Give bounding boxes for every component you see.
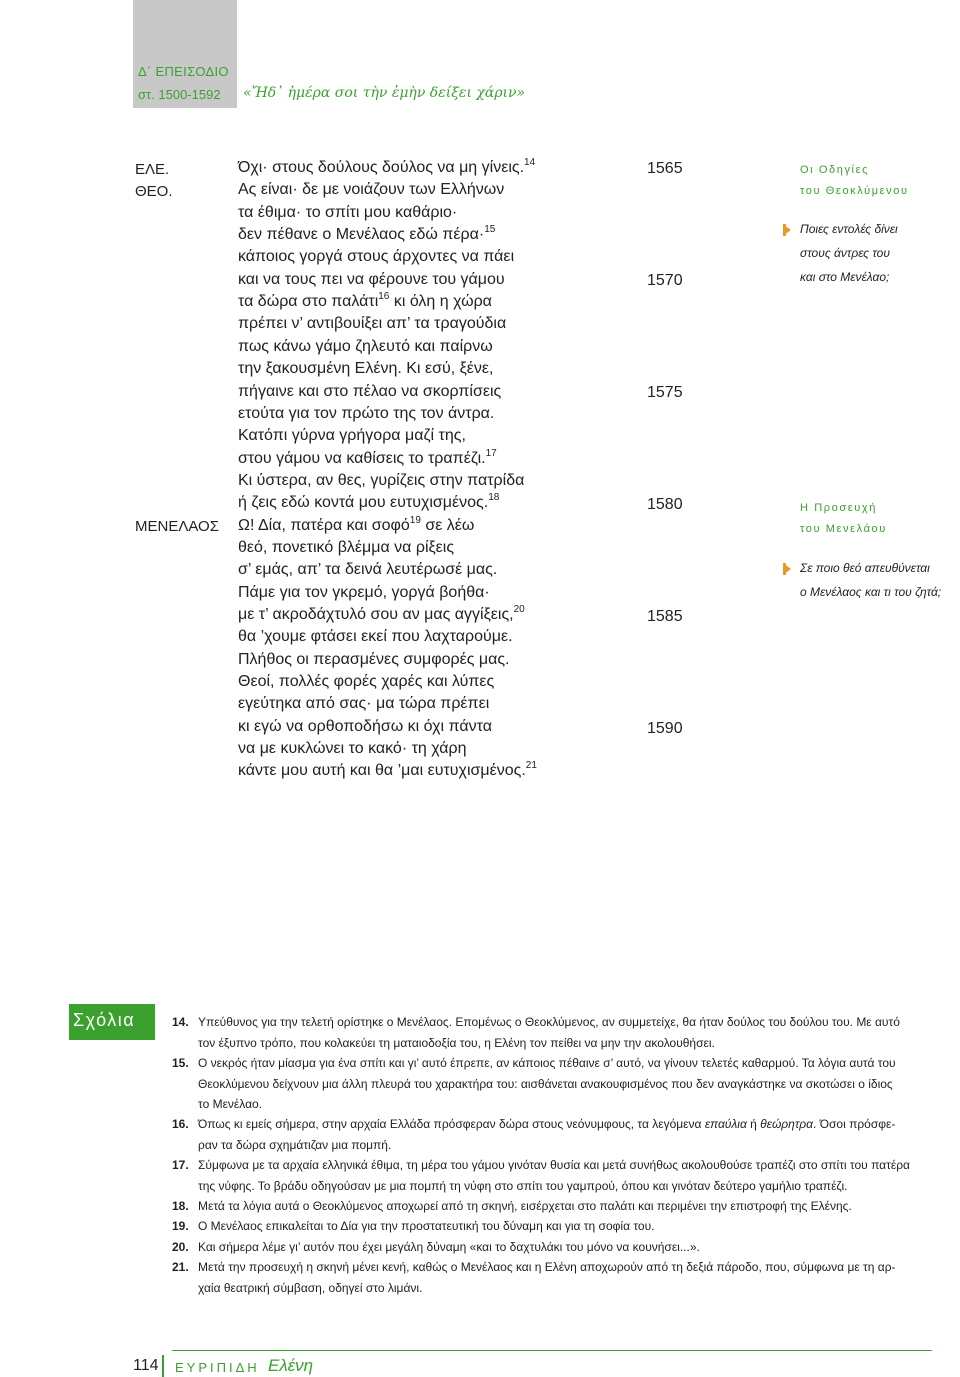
scholia-label: Σχόλια <box>73 1010 136 1030</box>
line-number: 1580 <box>647 496 683 513</box>
verse-text: σ’ εμάς, απ’ τα δεινά λευτέρωσέ μας. <box>238 561 498 579</box>
verse-line <box>238 449 497 469</box>
sidebar-question-instructions <box>800 217 898 289</box>
verse-text-after: σε λέω <box>420 516 475 534</box>
note-number: 20. <box>172 1240 189 1254</box>
verse-text: κάποιος γοργά στους άρχοντες να πάει <box>238 248 515 266</box>
verse-line <box>238 225 495 245</box>
verse-text: πως κάνω γάμο ζηλευτό και παίρνω <box>238 337 493 355</box>
footnote-ref: 18 <box>488 492 500 504</box>
verse-text: Ας είναι· δε με νοιάζουν των Ελλήνων <box>238 181 505 199</box>
note-number: 18. <box>172 1199 189 1213</box>
verse-line <box>238 694 489 714</box>
verse-line <box>238 292 492 312</box>
note-text: της νύφης. Το βράδυ οδηγούσαν με μια πομπή τη νύφη στο σπίτι του γαμπρού, όπου και γινόταν δεύτερο γαμήλιο τραπέζι. <box>198 1178 848 1193</box>
verse-text: να με κυκλώνει το κακό· τη χάρη <box>238 740 467 758</box>
note-text: τον έξυπνο τρόπο, που κολακεύει τη ματαιοδοξία του, η Ελένη τον πείθει να μην την ακολουθήσει. <box>198 1035 715 1050</box>
arrow-bullet-icon <box>783 563 791 575</box>
arrow-bullet-icon <box>783 224 791 236</box>
verse-text: Κι ύστερα, αν θες, γυρίζεις στην πατρίδα <box>238 471 525 489</box>
sidebar-heading-line: Η Προσευχή <box>800 502 877 514</box>
note-text: Μετά την προσευχή η σκηνή μένει κενή, καθώς ο Μενέλαος και η Ελένη αποχωρούν από τη δεξιά πάροδο, που, σύμφωνα με τη αρ- <box>198 1260 896 1274</box>
sidebar-question-line: Σε ποιο θεό απευθύνεται <box>800 561 930 575</box>
page-number: 114 <box>133 1357 159 1374</box>
note-term: θεώρητρα <box>760 1117 814 1131</box>
episode-title: Δ΄ ΕΠΕΙΣΟΔΙΟ <box>138 64 229 79</box>
note-text: χαία θεατρική σύμβαση, οδηγεί στο λιμάνι. <box>198 1280 423 1295</box>
verse-line <box>238 583 490 603</box>
note-number: 21. <box>172 1260 189 1274</box>
verse-line <box>238 337 493 357</box>
verse-text: ή ζεις εδώ κοντά μου ευτυχισμένος. <box>238 494 489 512</box>
verse-text: Ω! Δία, πατέρα και σοφό <box>238 516 410 534</box>
line-number: 1575 <box>647 384 683 401</box>
verse-text: τα έθιμα· το σπίτι μου καθάριο· <box>238 203 458 221</box>
note-number: 14. <box>172 1015 189 1029</box>
verse-line <box>238 493 499 513</box>
footnote-ref: 21 <box>525 760 537 772</box>
note-number: 17. <box>172 1158 189 1172</box>
scholia-note <box>172 1012 942 1053</box>
verse-line <box>238 203 457 223</box>
verse-text: κάντε μου αυτή και θα ’μαι ευτυχισμένος. <box>238 762 526 780</box>
verse-line <box>238 382 501 402</box>
verse-text: τα δώρα στο παλάτι <box>238 293 379 311</box>
verse-line <box>238 314 506 334</box>
note-number: 15. <box>172 1056 189 1070</box>
verse-line <box>238 471 524 491</box>
scholia-note <box>172 1237 942 1258</box>
footnote-ref: 16 <box>378 291 390 303</box>
note-text: Μετά τα λόγια αυτά ο Θεοκλύμενος αποχωρεί από τη σκηνή, εισέρχεται στο παλάτι και περιμένει την επιστροφή της Ελένης. <box>198 1199 852 1213</box>
episode-quote: «Ἤδ᾽ ἡμέρα σοι τὴν ἐμὴν δείξει χάριν» <box>243 85 526 101</box>
footnote-ref: 20 <box>513 604 525 615</box>
verse-line <box>238 605 525 625</box>
footnote-ref: 14 <box>524 157 536 168</box>
verse-line <box>238 672 494 692</box>
verse-text: πήγαινε και στο πέλαο να σκορπίσεις <box>238 382 502 400</box>
verse-line <box>238 538 454 558</box>
verse-line <box>238 158 535 178</box>
note-text: ή <box>746 1117 761 1131</box>
verse-line <box>238 359 493 379</box>
sidebar-heading-prayer <box>800 498 887 540</box>
verse-text: Πάμε για τον γκρεμό, γοργά βοήθα· <box>238 583 490 601</box>
sidebar-heading-line: του Μενελάου <box>800 523 887 535</box>
verse-line <box>238 270 505 290</box>
note-text: Ο Μενέλαος επικαλείται το Δία για την προστατευτική του δύναμη και για τη σοφία του. <box>198 1219 655 1233</box>
verse-line <box>238 650 509 670</box>
verse-text: Πλήθος οι περασμένες συμφορές μας. <box>238 650 510 668</box>
footnote-ref: 17 <box>485 447 497 459</box>
verse-line <box>238 717 492 737</box>
footer-rule <box>172 1350 932 1351</box>
note-text: Ο νεκρός ήταν μίασμα για ένα σπίτι και γι’ αυτό έπρεπε, αν κάποιος πέθαινε σ’ αυτό, να γίνουν τελετές καθαρμού. Τα λόγια αυτά του <box>198 1056 896 1070</box>
scholia-note <box>172 1155 942 1196</box>
footer-author: ΕΥΡΙΠΙΔΗ <box>175 1360 260 1375</box>
note-number: 19. <box>172 1219 189 1233</box>
verse-text: εγεύτηκα από σας· μα τώρα πρέπει <box>238 695 490 713</box>
speaker-menelaus: ΜΕΝΕΛΑΟΣ <box>135 518 219 535</box>
footnote-ref: 15 <box>484 224 496 236</box>
line-number: 1565 <box>647 160 683 177</box>
sidebar-question-line: και στο Μενέλαο; <box>800 270 890 284</box>
sidebar-question-line: Ποιες εντολές δίνει <box>800 222 898 236</box>
note-text: . Όσοι πρόσφε- <box>813 1117 896 1131</box>
verse-text: θεό, πονετικό βλέμμα να ρίξεις <box>238 538 455 556</box>
note-text: Υπεύθυνος για την τελετή ορίστηκε ο Μενέλαος. Επομένως ο Θεοκλύμενος, αν συμμετείχε, θα ήταν δούλος του δούλου του. Με αυτό <box>198 1015 900 1029</box>
verse-line <box>238 627 513 647</box>
footnote-ref: 19 <box>409 514 421 526</box>
verse-line <box>238 761 537 781</box>
verse-text-after: κι όλη η χώρα <box>389 293 492 311</box>
scholia-note <box>172 1053 942 1115</box>
footer-work-title: Ελένη <box>268 1356 314 1375</box>
scholia-note <box>172 1114 942 1155</box>
sidebar-question-line: στους άντρες του <box>800 246 890 260</box>
verse-text: δεν πέθανε ο Μενέλαος εδώ πέρα· <box>238 226 485 244</box>
note-text: Σύμφωνα με τα αρχαία ελληνικά έθιμα, τη μέρα του γάμου γινόταν θυσία και μετά συνήθως ακολουθούσε τραπέζι στο σπίτι του πατέρα <box>198 1158 910 1172</box>
sidebar-question-prayer <box>800 556 941 604</box>
verse-text: κι εγώ να ορθοποδήσω κι όχι πάντα <box>238 717 492 735</box>
verse-text: Θεοί, πολλές φορές χαρές και λύπες <box>238 673 495 691</box>
note-text: ραν τα δώρα σχημάτιζαν μια πομπή. <box>198 1137 392 1152</box>
verse-line <box>238 180 504 200</box>
note-number: 16. <box>172 1117 189 1131</box>
verse-text: την ξακουσμένη Ελένη. Κι εσύ, ξένε, <box>238 360 494 378</box>
note-text: το Μενέλαο. <box>198 1097 263 1111</box>
sidebar-heading-instructions <box>800 160 909 202</box>
note-text: Και σήμερα λέμε γι’ αυτόν που έχει μεγάλη δύναμη «και το δαχτυλάκι του μόνο να κουνήσει...». <box>198 1240 700 1254</box>
verse-text: θα ’χουμε φτάσει εκεί που λαχταρούμε. <box>238 628 513 646</box>
verse-text: Κατόπι γύρνα γρήγορα μαζί της, <box>238 427 466 445</box>
scholia-note <box>172 1216 942 1237</box>
verse-text: στου γάμου να καθίσεις το τραπέζι. <box>238 449 486 467</box>
verse-line <box>238 247 514 267</box>
verse-text: ετούτα για τον πρώτο της τον άντρα. <box>238 404 495 422</box>
speaker-helen: ΕΛΕ. <box>135 161 170 178</box>
scholia-note <box>172 1257 942 1298</box>
note-text: Όπως κι εμείς σήμερα, στην αρχαία Ελλάδα πρόσφεραν δώρα στους νεόνυμφους, τα λεγόμενα <box>198 1117 705 1131</box>
footer-divider <box>162 1355 164 1377</box>
verse-line <box>238 426 466 446</box>
note-term: επαύλια <box>704 1117 747 1131</box>
verse-line <box>238 404 494 424</box>
sidebar-question-line: ο Μενέλαος και τι του ζητά; <box>800 585 942 599</box>
verse-line <box>238 739 466 759</box>
sidebar-heading-line: του Θεοκλύμενου <box>800 185 909 197</box>
speaker-theoclymenus: ΘΕΟ. <box>135 183 173 200</box>
verse-text: και να τους πει να φέρουνε του γάμου <box>238 270 505 288</box>
line-number: 1570 <box>647 272 683 289</box>
verse-line <box>238 560 497 580</box>
note-text: Θεοκλύμενου δείχνουν μια άλλη πλευρά του χαρακτήρα του: αισθάνεται ανακουφισμένος που δεν αναγκάστηκε να σκοτώσει ο ίδιος <box>198 1076 893 1091</box>
episode-verses: στ. 1500-1592 <box>138 87 221 102</box>
line-number: 1585 <box>647 608 683 625</box>
line-number: 1590 <box>647 720 683 737</box>
sidebar-heading-line: Οι Οδηγίες <box>800 164 870 176</box>
verse-text: Όχι· στους δούλους δούλος να μη γίνεις. <box>238 159 525 176</box>
verse-text: πρέπει ν’ αντιβουίξει απ’ τα τραγούδια <box>238 315 507 333</box>
verse-line <box>238 516 474 536</box>
verse-text: με τ’ ακροδάχτυλό σου αν μας αγγίξεις, <box>238 606 514 623</box>
scholia-note <box>172 1196 942 1217</box>
